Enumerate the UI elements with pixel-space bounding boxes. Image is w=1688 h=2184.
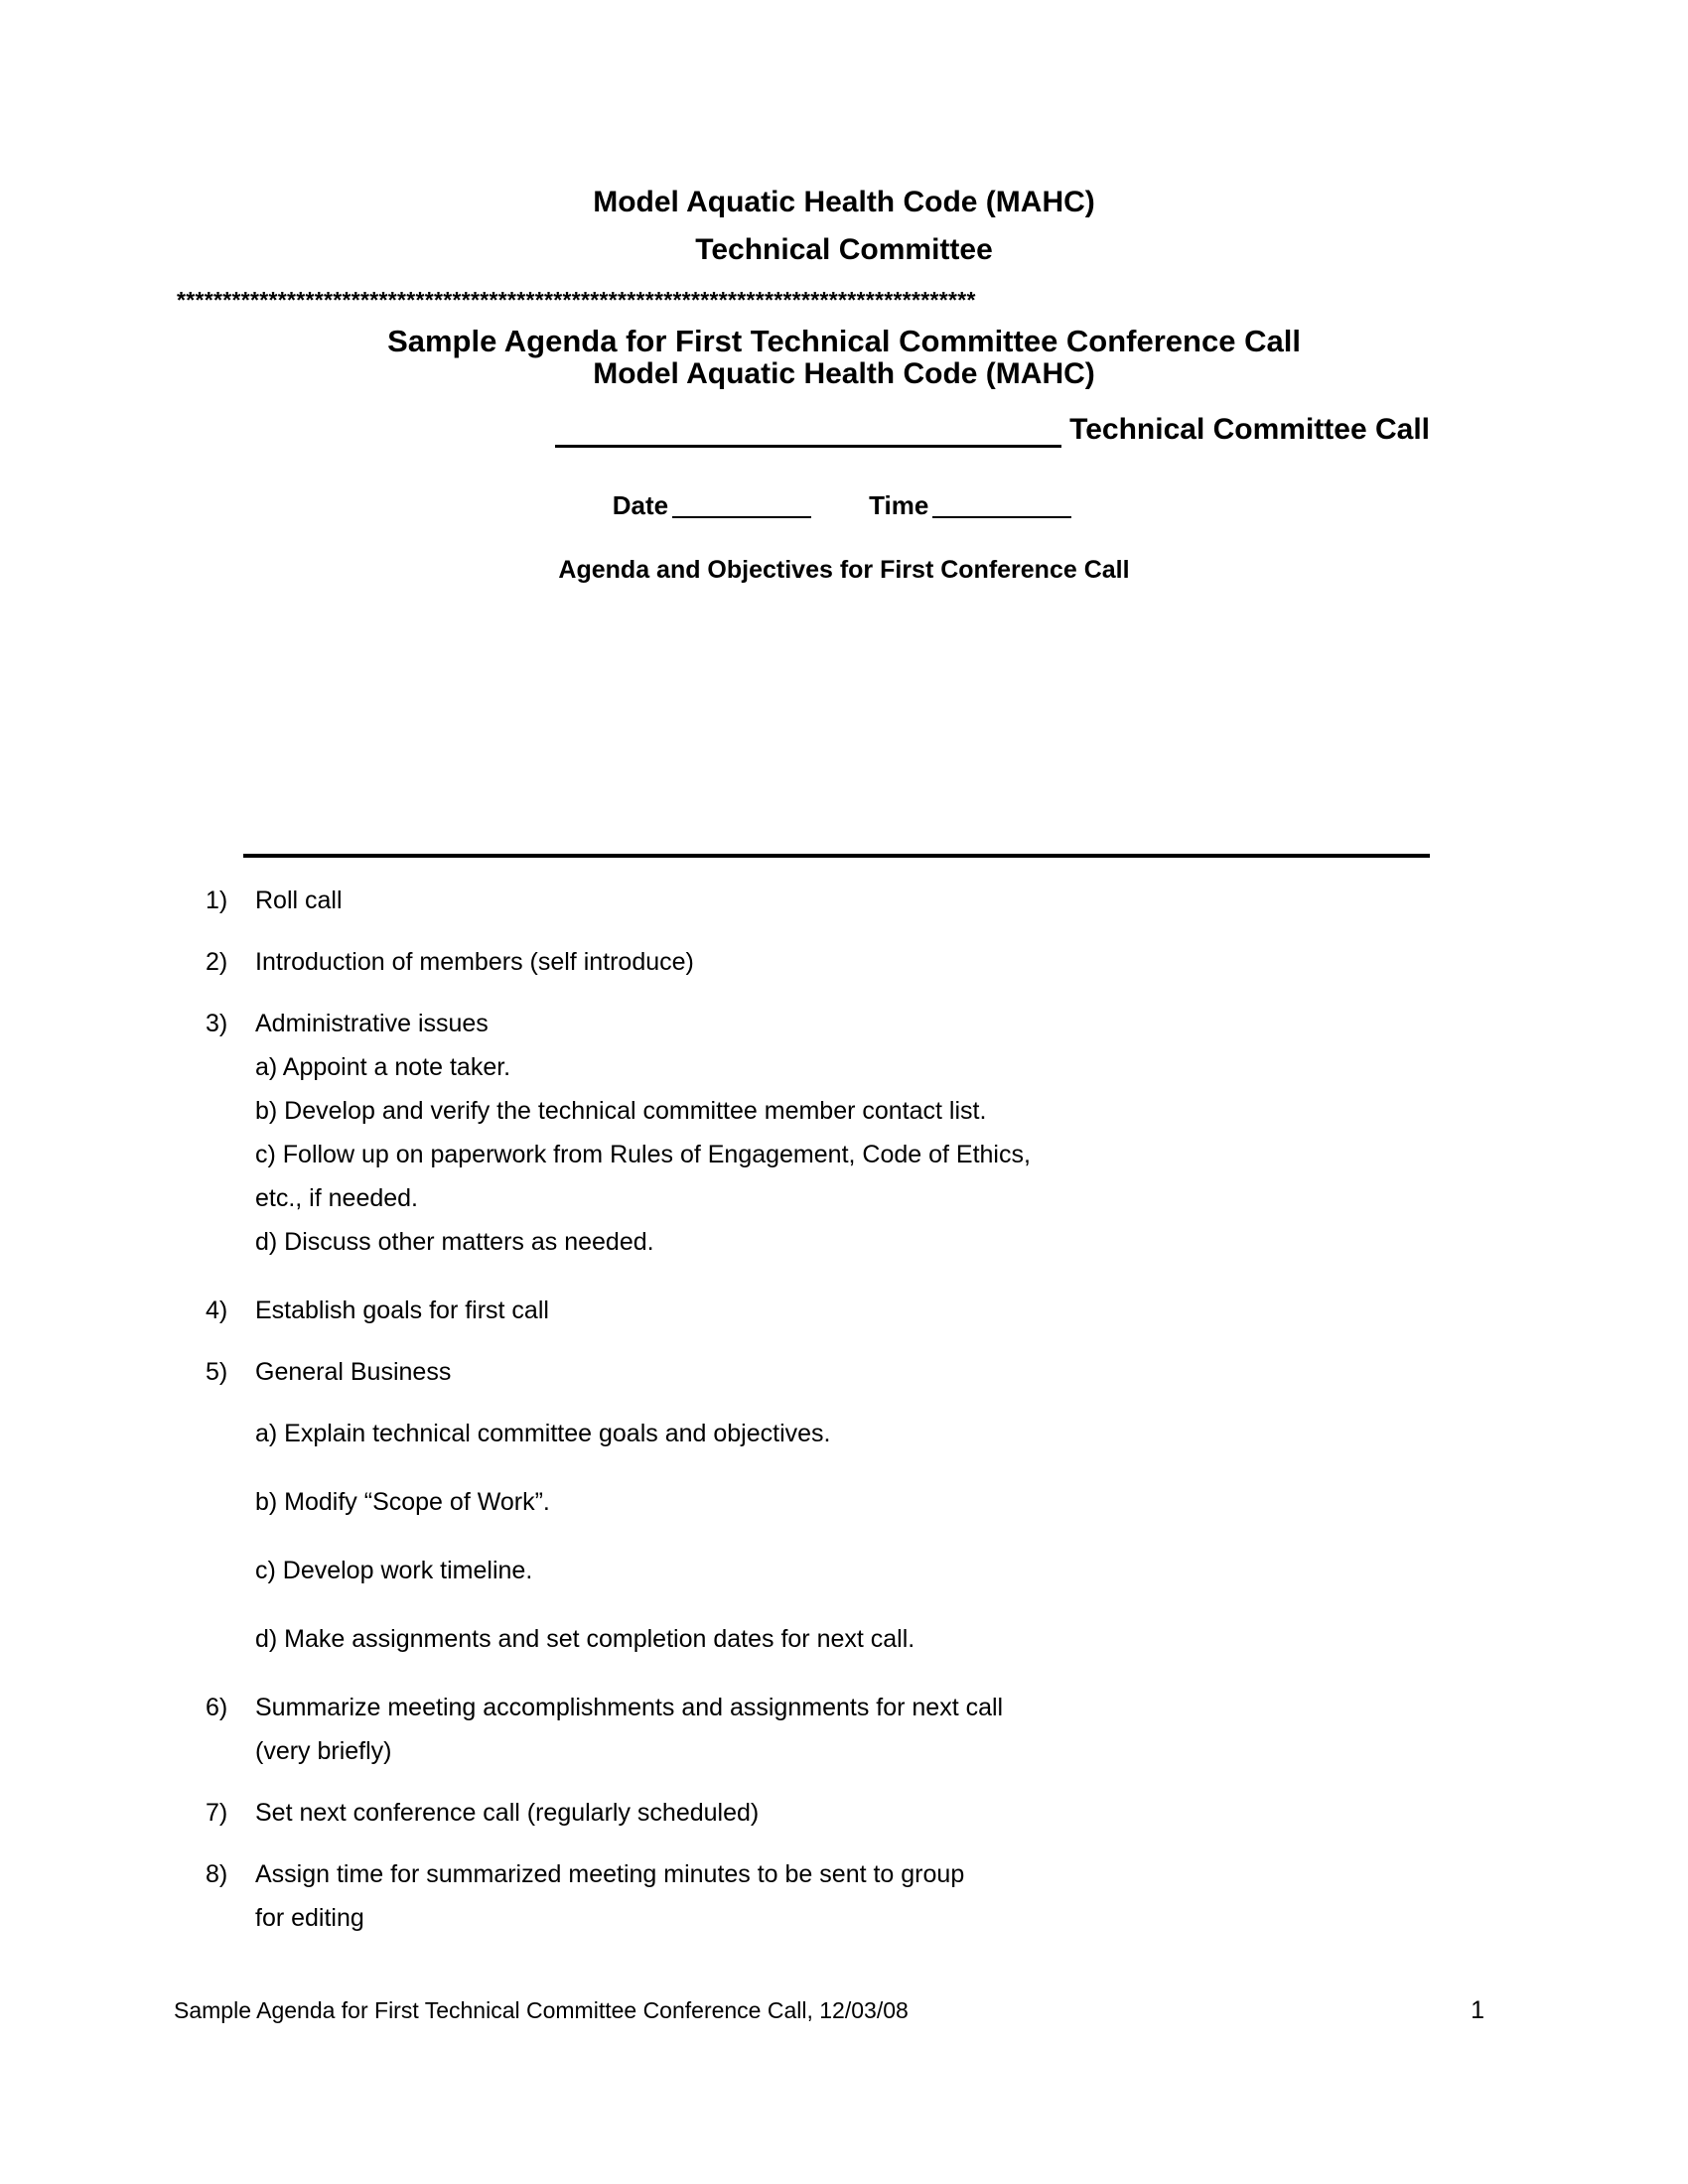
committee-name-blank-field[interactable] [555, 409, 1061, 448]
committee-call-label: Technical Committee Call [1069, 413, 1430, 446]
agenda-subitem: c) Develop work timeline. [255, 1557, 533, 1584]
horizontal-divider-rule [243, 854, 1430, 858]
agenda-subitem: a) Appoint a note taker. [255, 1053, 511, 1081]
subheader-org-title: Model Aquatic Health Code (MAHC) [593, 357, 1095, 390]
agenda-item-number: 2) [206, 948, 228, 976]
agenda-item [206, 1852, 1477, 1896]
agenda-subitem: c) Follow up on paperwork from Rules of Engagement, Code of Ethics, [255, 1141, 1031, 1168]
agenda-item-text: Summarize meeting accomplishments and assignments for next call [255, 1694, 1004, 1721]
agenda-item-text: General Business [255, 1358, 452, 1386]
agenda-item-number: 1) [206, 887, 228, 914]
document-header [0, 179, 1688, 365]
agenda-subitem: b) Develop and verify the technical committee member contact list. [255, 1097, 987, 1125]
header-title-line-1: Model Aquatic Health Code (MAHC) [593, 186, 1095, 218]
agenda-item-number: 6) [206, 1694, 228, 1721]
agenda-subitem: d) Discuss other matters as needed. [255, 1228, 654, 1256]
agenda-item [206, 1002, 1477, 1045]
agenda-item-number: 4) [206, 1297, 228, 1324]
agenda-item-number: 7) [206, 1799, 228, 1827]
agenda-item-number: 5) [206, 1358, 228, 1386]
agenda-item-text: Roll call [255, 887, 343, 914]
agenda-item-text: Establish goals for first call [255, 1297, 549, 1324]
agenda-list [206, 879, 1477, 1958]
footer-page-number: 1 [1471, 1996, 1484, 2024]
agenda-item [206, 1686, 1477, 1729]
agenda-subitem: d) Make assignments and set completion dates for next call. [255, 1625, 915, 1653]
agenda-item [206, 1350, 1477, 1394]
agenda-item-text: Administrative issues [255, 1010, 489, 1037]
page-footer [174, 1995, 1484, 2025]
date-label: Date [612, 490, 669, 520]
time-label: Time [869, 490, 929, 520]
date-blank-field[interactable] [672, 490, 811, 518]
agenda-item-text: Introduction of members (self introduce) [255, 948, 694, 976]
agenda-item-text: Set next conference call (regularly scheduled) [255, 1799, 760, 1827]
agenda-subitem: a) Explain technical committee goals and objectives. [255, 1420, 831, 1447]
agenda-item-number: 3) [206, 1010, 228, 1037]
time-blank-field[interactable] [932, 490, 1071, 518]
footer-text: Sample Agenda for First Technical Committee Conference Call, 12/03/08 [174, 1997, 909, 2023]
agenda-objectives-heading: Agenda and Objectives for First Conference Call [558, 556, 1130, 584]
agenda-item-continuation: for editing [255, 1904, 364, 1932]
agenda-item [206, 1791, 1477, 1835]
agenda-item [206, 879, 1477, 922]
asterisk-divider: *************************************************************************************** [177, 288, 976, 312]
date-time-row [0, 488, 1688, 522]
agenda-item [206, 940, 1477, 984]
agenda-item [206, 1289, 1477, 1332]
agenda-item-continuation: (very briefly) [255, 1737, 392, 1765]
agenda-item-text: Assign time for summarized meeting minutes to be sent to group [255, 1860, 965, 1888]
agenda-item-number: 8) [206, 1860, 228, 1888]
committee-call-row [179, 409, 1430, 448]
agenda-subitem: b) Modify “Scope of Work”. [255, 1488, 550, 1516]
header-title-line-2: Technical Committee [695, 233, 993, 266]
header-title-line-3: Sample Agenda for First Technical Committee Conference Call [387, 324, 1301, 358]
agenda-subitem-continuation: etc., if needed. [255, 1184, 419, 1212]
